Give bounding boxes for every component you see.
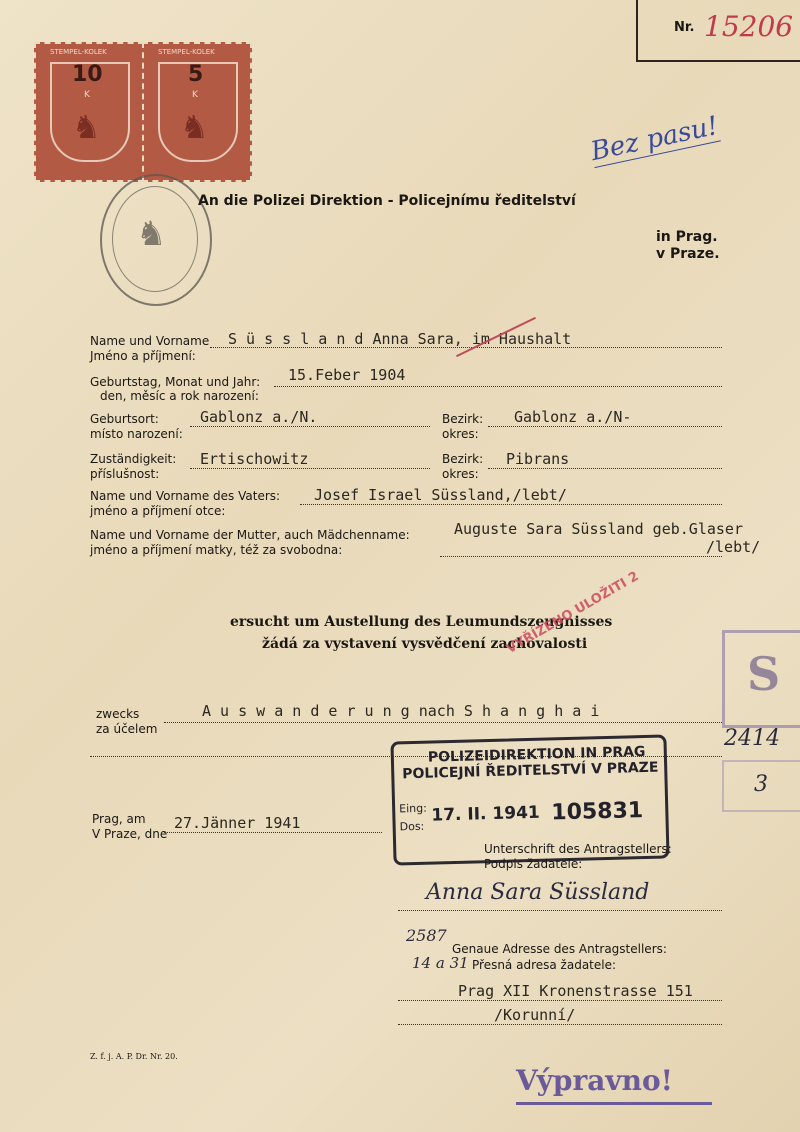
domicile-line [190, 468, 430, 469]
revenue-stamp-5 [142, 42, 252, 182]
domicile-label-cz: příslušnost: [90, 467, 160, 481]
stamp-value: 10 [72, 62, 103, 87]
date-label-de: Prag, am [92, 812, 146, 826]
address-line-1: Prag XII Kronenstrasse 151 [458, 982, 693, 1000]
name-value: S ü s s l a n d Anna Sara, im Haushalt [228, 330, 572, 348]
lion-icon: ♞ [72, 108, 101, 146]
birthdate-value: 15.Feber 1904 [288, 366, 406, 384]
birthplace-district-value: Gablonz a./N- [514, 408, 632, 426]
red-stamp: VYŘÍZENO ULOŽITI 2 [504, 568, 642, 657]
request-cz: žádá za vystavení vysvědčení zachovalosti [262, 636, 588, 652]
stamp-unit: K [84, 90, 90, 100]
header-city-cz: v Praze. [656, 246, 720, 262]
date-line [164, 832, 382, 833]
birthplace-label-cz: místo narození: [90, 427, 183, 441]
mother-line [440, 556, 722, 557]
margin-note-2: 3 [754, 772, 768, 797]
domicile-value: Ertischowitz [200, 450, 309, 468]
purpose-label-de: zwecks [96, 707, 140, 721]
father-label-de: Name und Vorname des Vaters: [90, 489, 281, 503]
stamp-unit: K [192, 90, 198, 100]
annotation-no-passport: Bez pasu! [588, 110, 721, 168]
birthplace-district-label-de: Bezirk: [442, 412, 484, 426]
mother-label-de: Name und Vorname der Mutter, auch Mädchenname: [90, 528, 410, 542]
address-line-dots-2 [398, 1024, 722, 1025]
address-line-dots-1 [398, 1000, 722, 1001]
birthplace-label-de: Geburtsort: [90, 412, 159, 426]
domicile-district-value: Pibrans [506, 450, 570, 468]
purpose-label-cz: za účelem [96, 722, 158, 736]
s-stamp: S [722, 630, 800, 728]
purpose-line [164, 722, 722, 723]
signature-label-cz: Podpis žadatele: [484, 857, 583, 871]
domicile-district-line [488, 468, 722, 469]
revenue-stamp-10 [34, 42, 144, 182]
father-value: Josef Israel Süssland,/lebt/ [314, 486, 567, 504]
date-label-cz: V Praze, dne [92, 827, 168, 841]
receipt-line-2: POLICEJNÍ ŘEDITELSTVÍ V PRAZE [402, 759, 659, 783]
mother-label-cz: jméno a příjmení matky, též za svobodna: [90, 543, 343, 557]
number-value: 15206 [704, 10, 794, 43]
signature-line [398, 910, 722, 911]
request-de: ersucht um Austellung des Leumundszeugnisses [230, 614, 613, 630]
name-label-de: Name und Vorname [90, 334, 210, 348]
number-prefix: Nr. [674, 20, 695, 35]
name-label-cz: Jméno a příjmení: [90, 349, 196, 363]
seal-emblem-icon: ♞ [136, 214, 167, 254]
mother-value-2: /lebt/ [706, 538, 761, 556]
birthplace-district-line [488, 426, 722, 427]
receipt-number: 105831 [551, 798, 644, 826]
address-label-cz: Přesná adresa žadatele: [472, 958, 617, 972]
stamp-label: STEMPEL-KOLEK [158, 48, 215, 56]
name-line [210, 347, 722, 348]
address-line-2: /Korunní/ [494, 1006, 576, 1024]
birthdate-line [274, 386, 722, 387]
birthplace-value: Gablonz a./N. [200, 408, 318, 426]
lion-icon: ♞ [180, 108, 209, 146]
vypravno-underline [516, 1102, 712, 1105]
father-line [300, 504, 722, 505]
father-label-cz: jméno a příjmení otce: [90, 504, 226, 518]
receipt-line-1: POLIZEIDIREKTION IN PRAG [427, 743, 646, 766]
header-city-de: in Prag. [656, 229, 718, 245]
address-note-1: 2587 [406, 926, 447, 945]
round-seal [100, 174, 212, 306]
birthplace-line [190, 426, 430, 427]
stamp-label: STEMPEL-KOLEK [50, 48, 107, 56]
receipt-date: 17. II. 1941 [431, 802, 540, 826]
domicile-label-de: Zuständigkeit: [90, 452, 177, 466]
purpose-value: A u s w a n d e r u n g nach S h a n g h a i [202, 702, 600, 720]
birthdate-label-de: Geburtstag, Monat und Jahr: [90, 375, 261, 389]
domicile-district-label-de: Bezirk: [442, 452, 484, 466]
signature-value: Anna Sara Süssland [426, 880, 650, 905]
signature-label-de: Unterschrift des Antragstellers: [484, 842, 672, 856]
number-box [636, 0, 800, 62]
header-title: An die Polizei Direktion - Policejnímu ředitelství [198, 193, 576, 209]
birthplace-district-label-cz: okres: [442, 427, 479, 441]
date-value: 27.Jänner 1941 [174, 814, 301, 832]
mother-value: Auguste Sara Süssland geb.Glaser [454, 520, 743, 538]
vypravno-stamp: Výpravno! [516, 1064, 673, 1097]
birthdate-label-cz: den, měsíc a rok narození: [100, 389, 259, 403]
footer-code: Z. f. j. A. P. Dr. Nr. 20. [90, 1052, 178, 1061]
receipt-eing: Eing: [399, 801, 428, 816]
receipt-dos: Dos: [399, 819, 425, 834]
margin-note-1: 2414 [724, 726, 780, 751]
address-label-de: Genaue Adresse des Antragstellers: [452, 942, 667, 956]
stamp-value: 5 [188, 62, 204, 87]
address-note-2: 14 a 31 [412, 954, 469, 972]
domicile-district-label-cz: okres: [442, 467, 479, 481]
